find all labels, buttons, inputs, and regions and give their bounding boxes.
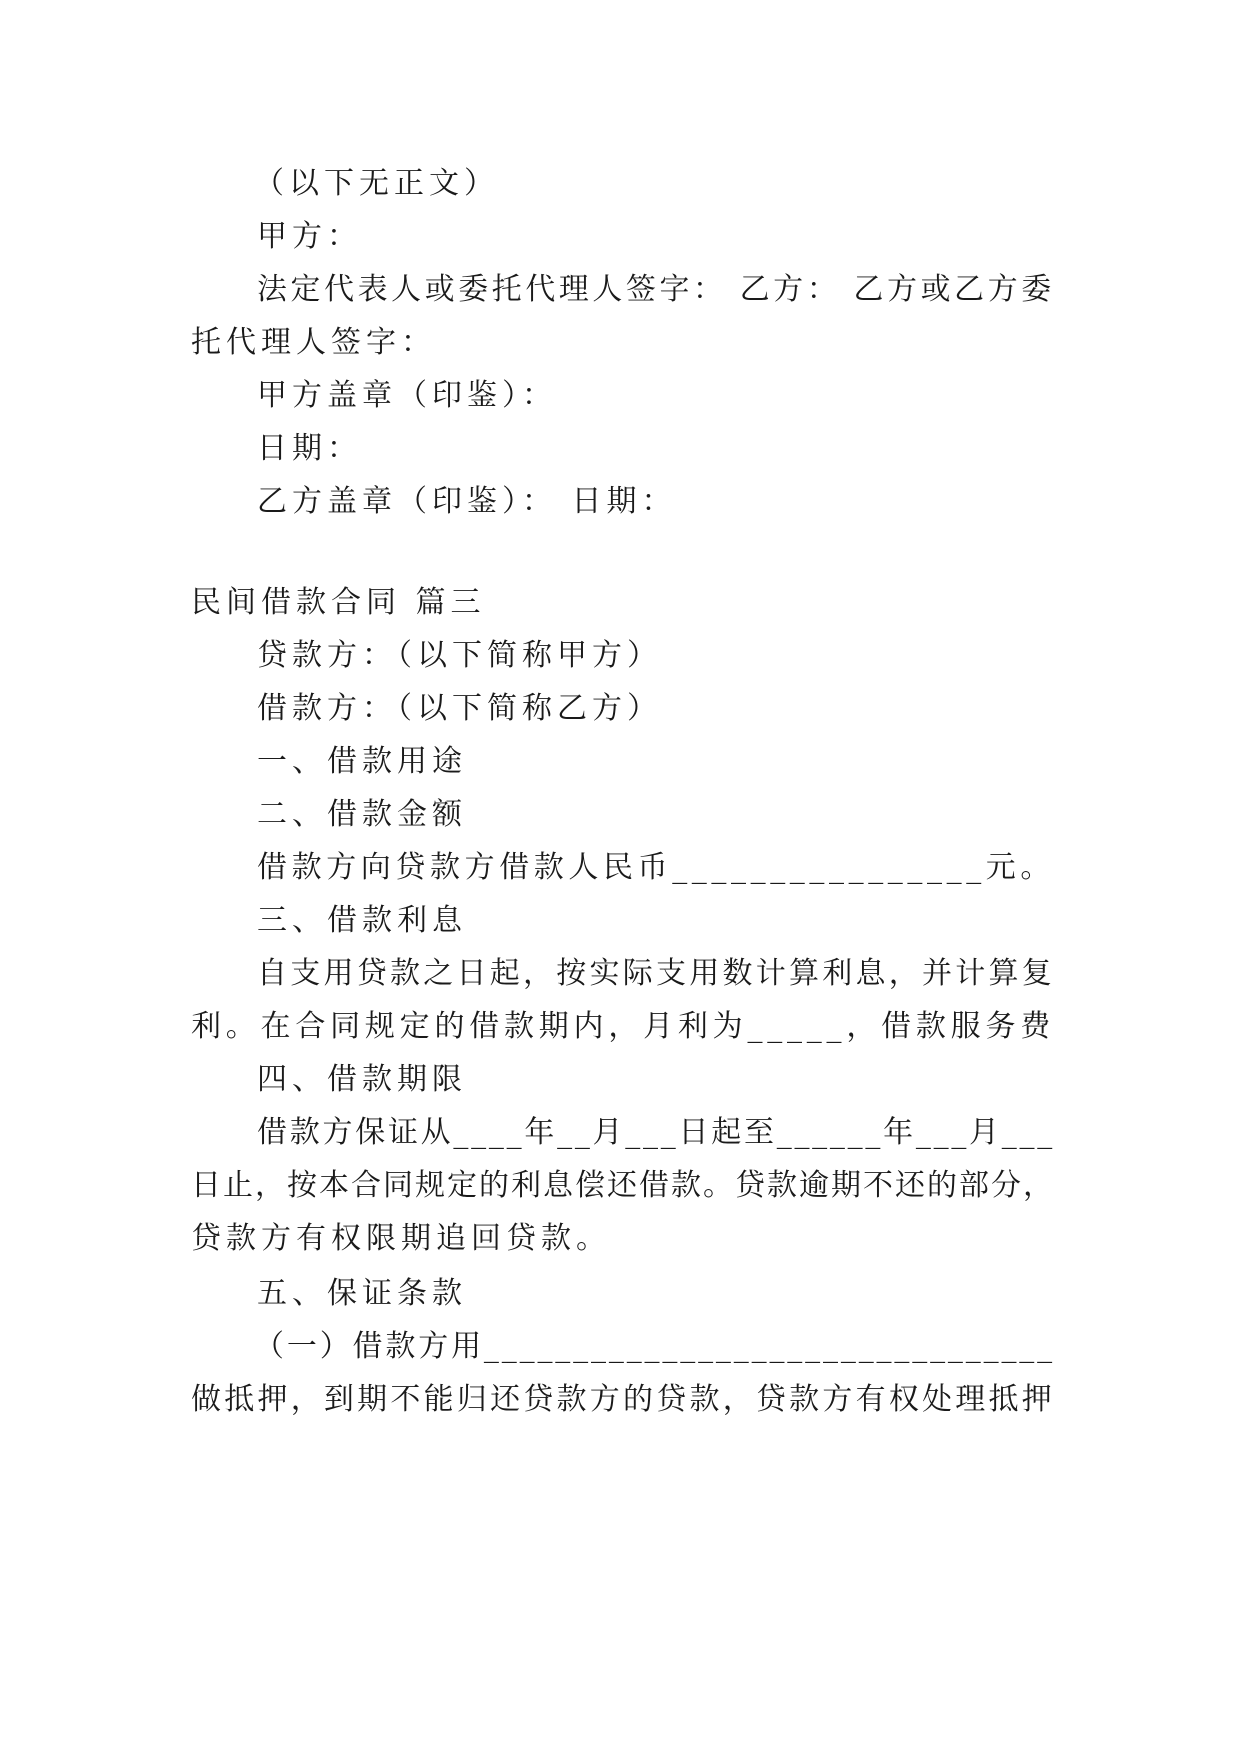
clause-2-heading: 二、借款金额	[257, 797, 467, 832]
clause-4-heading: 四、借款期限	[257, 1062, 467, 1097]
clause-5-item-1-cont: 做抵押，到期不能归还贷款方的贷款，贷款方有权处理抵押	[191, 1382, 1055, 1417]
party-a-seal-label: 甲方盖章（印鉴）：	[257, 378, 557, 413]
clause-5-item-1: （一）借款方用________________________________	[254, 1329, 1055, 1364]
date-label: 日期：	[257, 431, 362, 466]
section-title: 民间借款合同 篇三	[191, 585, 486, 620]
borrower-label: 借款方：（以下简称乙方）	[257, 691, 662, 726]
clause-4-text-2: 日止，按本合同规定的利息偿还借款。贷款逾期不还的部分，	[191, 1168, 1055, 1203]
clause-2-text: 借款方向贷款方借款人民币________________元。	[257, 850, 1055, 885]
signature-line-1: 法定代表人或委托代理人签字： 乙方： 乙方或乙方委	[257, 272, 1055, 307]
clause-3-heading: 三、借款利息	[257, 903, 467, 938]
party-a-label: 甲方：	[257, 219, 362, 254]
clause-4-text-1: 借款方保证从____年__月___日起至______年___月___	[257, 1115, 1055, 1150]
clause-3-text-1: 自支用贷款之日起，按实际支用数计算利息，并计算复	[257, 956, 1055, 991]
clause-5-heading: 五、保证条款	[257, 1276, 467, 1311]
clause-3-text-2: 利。在合同规定的借款期内，月利为_____，借款服务费	[191, 1009, 1055, 1044]
signature-line-2: 托代理人签字：	[191, 325, 436, 360]
clause-4-text-3: 贷款方有权限期追回贷款。	[191, 1221, 611, 1256]
party-b-seal-date-label: 乙方盖章（印鉴）： 日期：	[257, 484, 677, 519]
no-text-below-note: （以下无正文）	[254, 166, 499, 201]
clause-1-heading: 一、借款用途	[257, 744, 467, 779]
lender-label: 贷款方：（以下简称甲方）	[257, 638, 662, 673]
